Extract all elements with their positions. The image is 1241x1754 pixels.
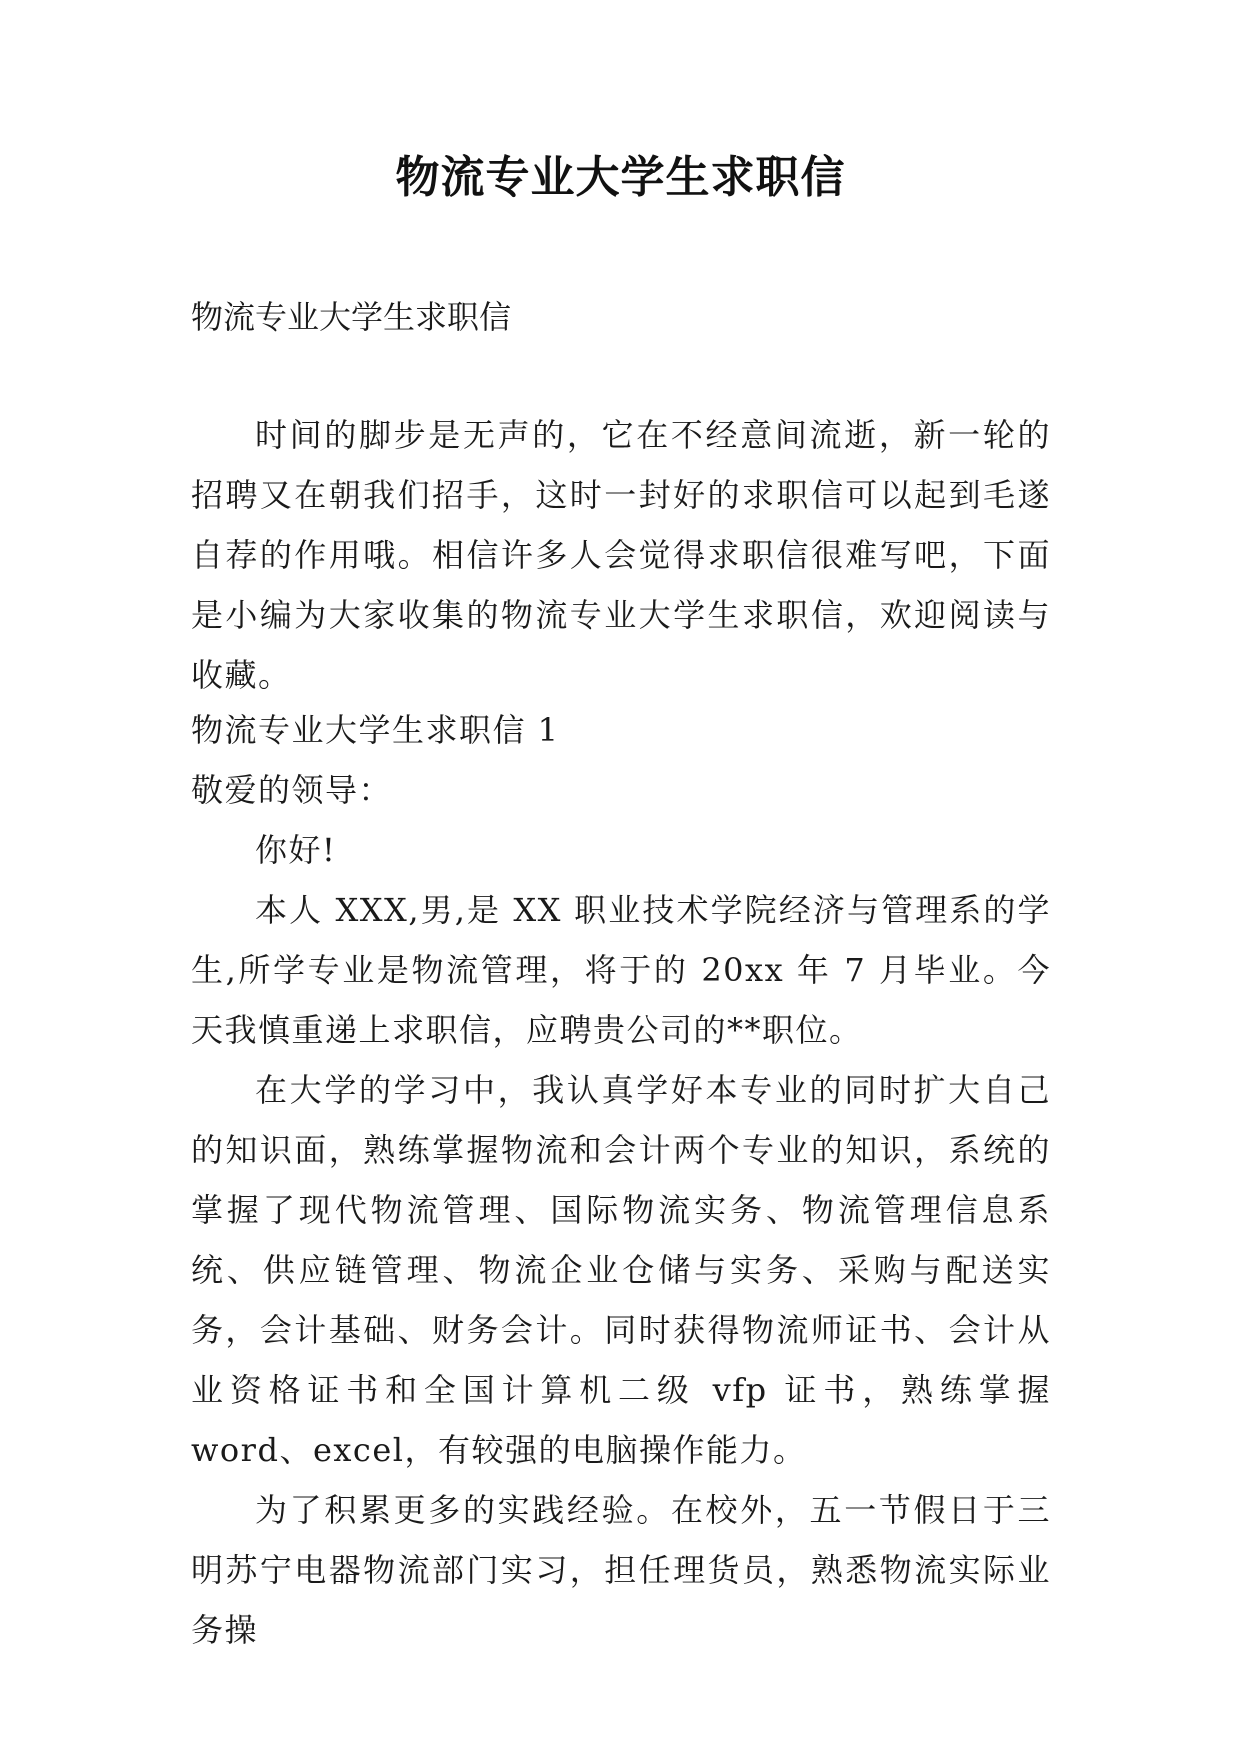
- letter-salutation: 敬爱的领导：: [191, 771, 393, 809]
- letter-paragraph: 本人 XXX,男,是 XX 职业技术学院经济与管理系的学生,所学专业是物流管理，将于的 20xx 年 7 月毕业。今天我慎重递上求职信，应聘贵公司的**职位。: [191, 891, 1051, 1049]
- letter-body: [191, 700, 1051, 1660]
- letter-paragraph: 在大学的学习中，我认真学好本专业的同时扩大自己的知识面，熟练掌握物流和会计两个专业的知识，系统的掌握了现代物流管理、国际物流实务、物流管理信息系统、供应链管理、物流企业仓储与实务、采购与配送实务，会计基础、财务会计。同时获得物流师证书、会计从业资格证书和全国计算机二级 vfp 证书，熟练掌握 word、excel，有较强的电脑操作能力。: [191, 1071, 1051, 1469]
- letter-heading: 物流专业大学生求职信 1: [191, 711, 560, 749]
- document-title: 物流专业大学生求职信: [395, 152, 846, 203]
- intro-paragraph: 时间的脚步是无声的，它在不经意间流逝，新一轮的招聘又在朝我们招手，这时一封好的求职信可以起到毛遂自荐的作用哦。相信许多人会觉得求职信很难写吧，下面是小编为大家收集的物流专业大学生求职信，欢迎阅读与收藏。: [191, 416, 1051, 694]
- document-subtitle: 物流专业大学生求职信: [191, 298, 512, 336]
- letter-greeting: 你好!: [255, 831, 337, 869]
- letter-paragraph: 为了积累更多的实践经验。在校外，五一节假日于三明苏宁电器物流部门实习，担任理货员，熟悉物流实际业务操: [191, 1491, 1051, 1649]
